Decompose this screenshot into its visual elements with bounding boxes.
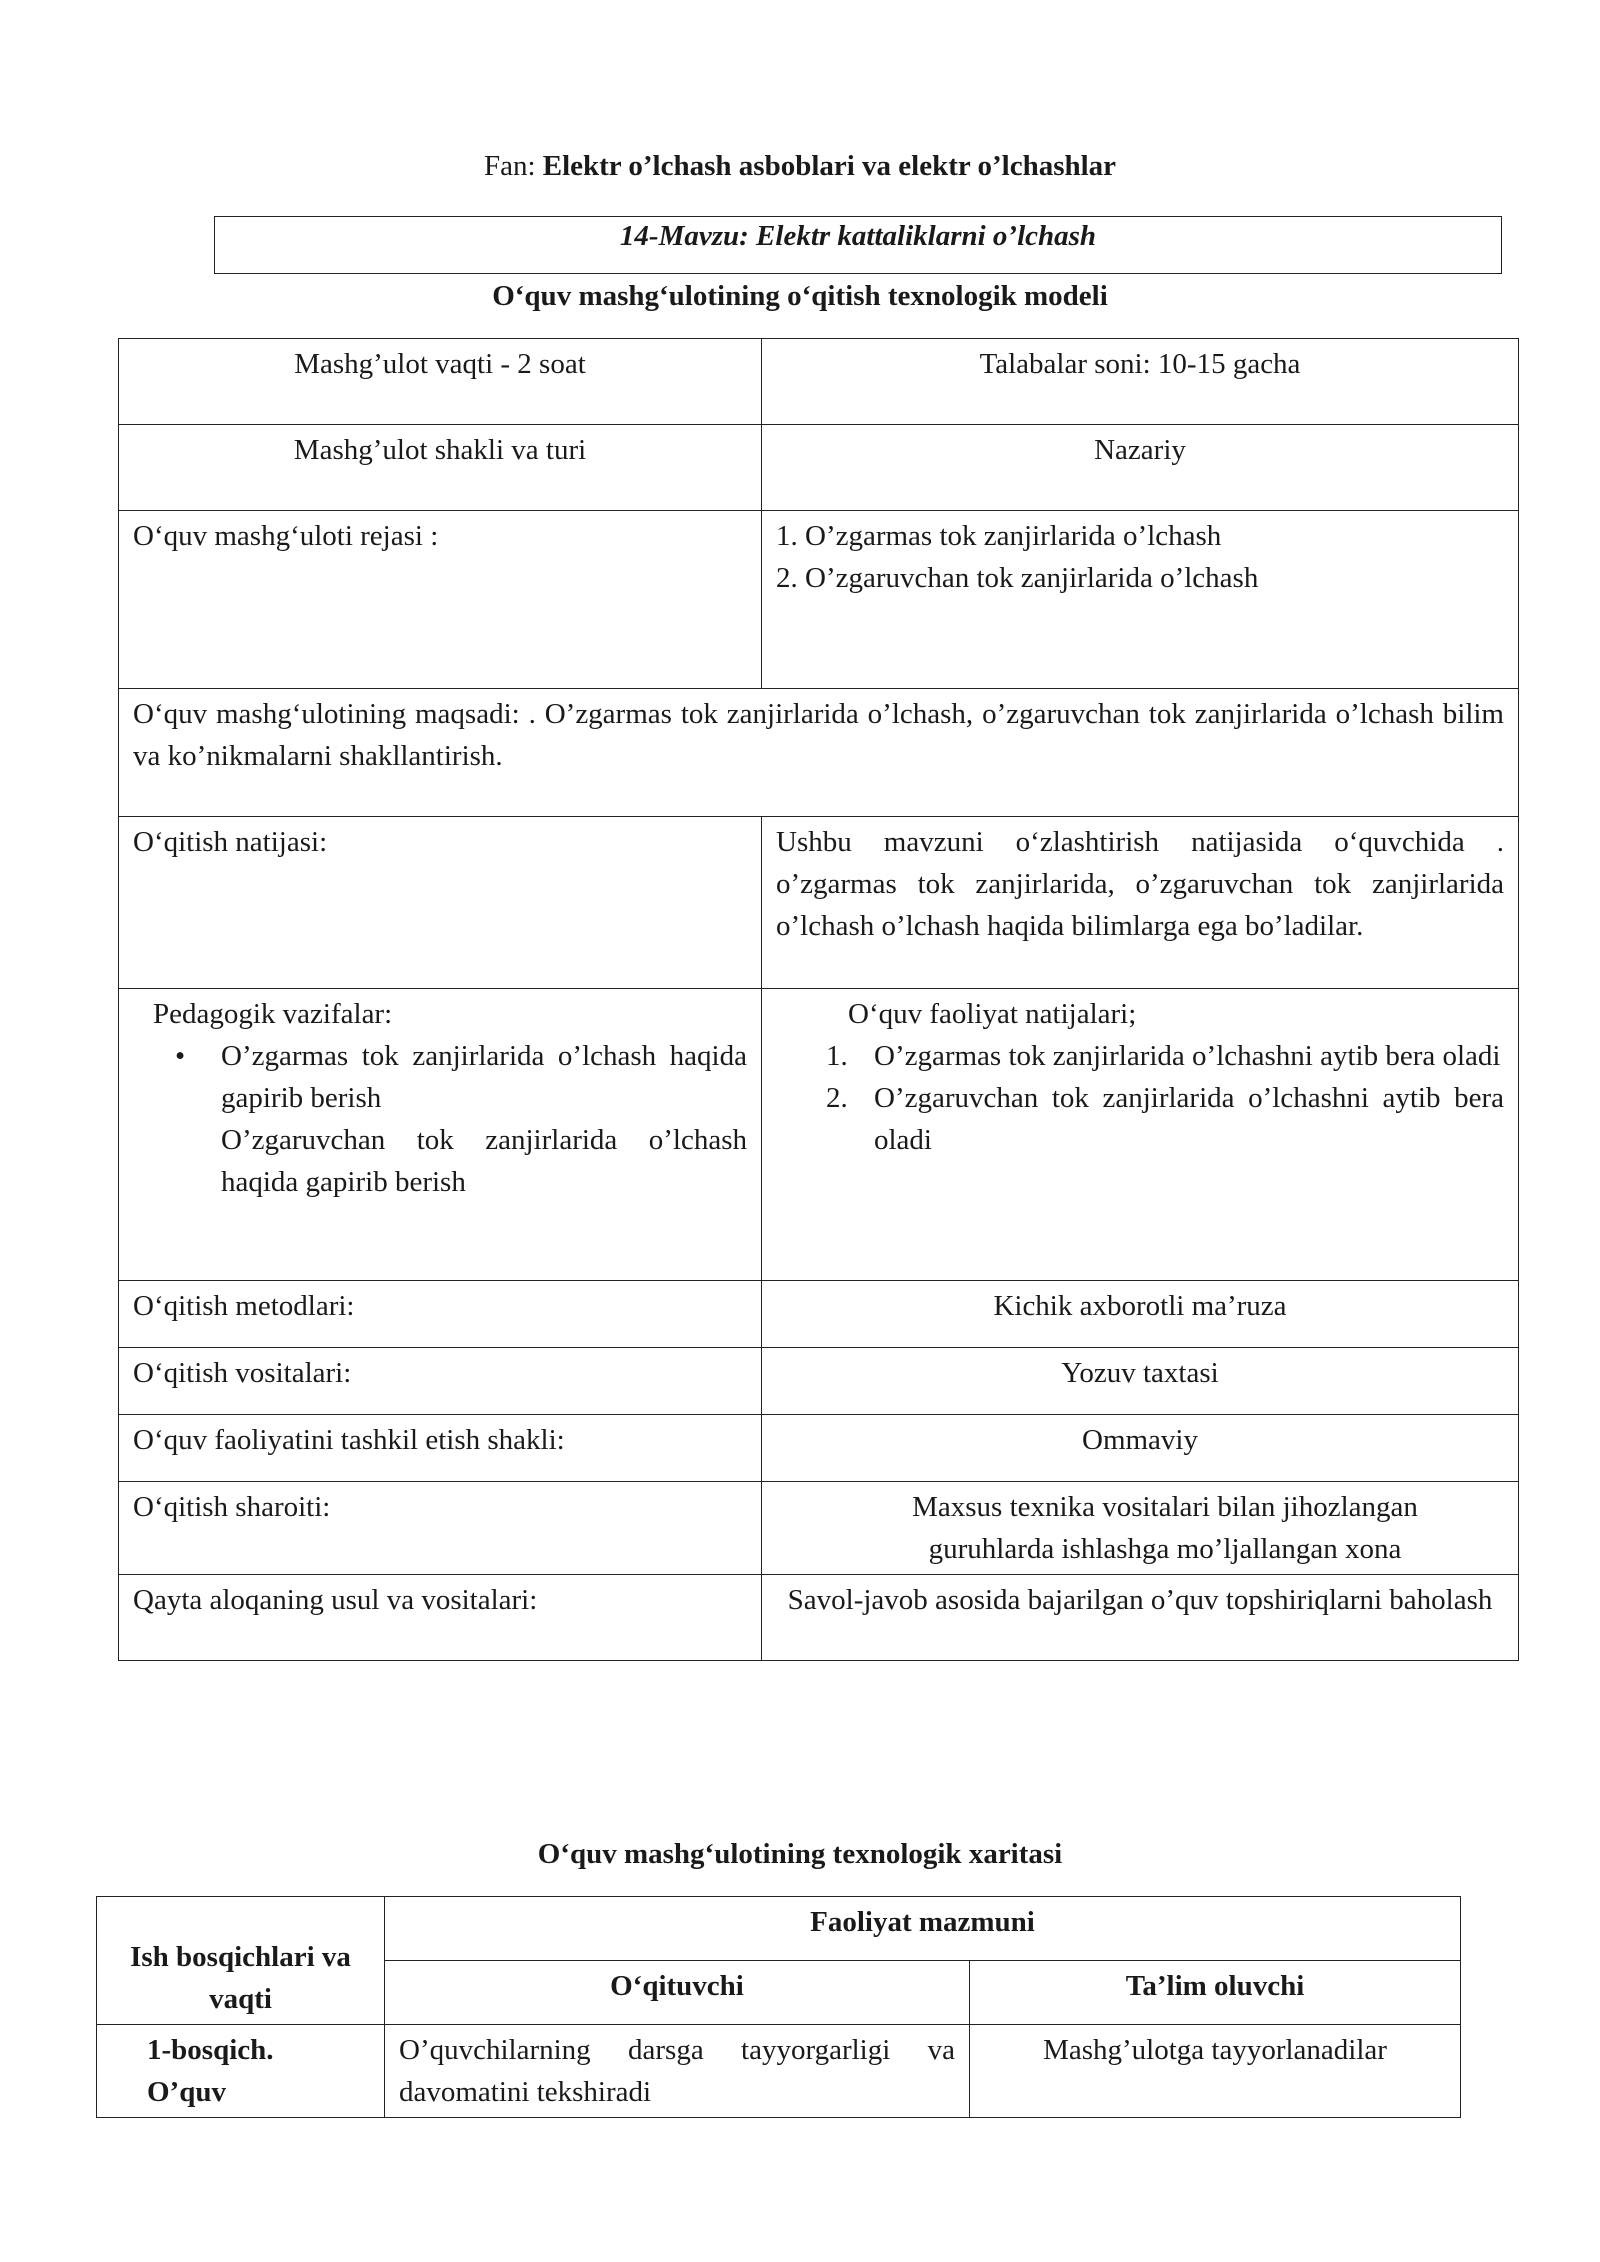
stage-cell xyxy=(97,2025,385,2118)
pedagogic-tasks-cell xyxy=(119,989,762,1281)
result-label: O‘qitish natijasi: xyxy=(119,817,762,989)
form-label: Mashg’ulot shakli va turi xyxy=(119,425,762,511)
list-item xyxy=(221,1119,747,1203)
list-item xyxy=(826,1077,1504,1161)
map-title: O‘quv mashg‘ulotining texnologik xaritasi xyxy=(537,1838,1063,1870)
student-header: Ta’lim oluvchi xyxy=(970,1961,1461,2025)
tools-value: Yozuv taxtasi xyxy=(762,1348,1519,1415)
activity-results-cell xyxy=(762,989,1519,1281)
stage-header: Ish bosqichlari va vaqti xyxy=(97,1897,385,2025)
pedagogic-task-text: O’zgaruvchan tok zanjirlarida o’lchash haqida gapirib berish xyxy=(221,1124,747,1198)
plan-item: 1. O’zgarmas tok zanjirlarida o’lchash xyxy=(776,520,1222,552)
pedagogic-tasks-list xyxy=(133,1035,747,1203)
activity-result-text: O’zgaruvchan tok zanjirlarida o’lchashni aytib bera oladi xyxy=(874,1082,1504,1156)
students-cell: Talabalar soni: 10-15 gacha xyxy=(762,339,1519,425)
methods-label: O‘qitish metodlari: xyxy=(119,1281,762,1348)
feedback-value: Savol-javob asosida bajarilgan o’quv topshiriqlarni baholash xyxy=(762,1575,1519,1661)
bullet-icon: • xyxy=(175,1040,186,1072)
organization-value: Ommaviy xyxy=(762,1415,1519,1482)
model-title: O‘quv mashg‘ulotining o‘qitish texnologik modeli xyxy=(492,280,1108,312)
conditions-value: Maxsus texnika vositalari bilan jihozlangan guruhlarda ishlashga mo’ljallangan xona xyxy=(762,1482,1519,1575)
model-table xyxy=(118,338,1519,1661)
pedagogic-tasks-title: Pedagogik vazifalar: xyxy=(153,998,393,1030)
conditions-label: O‘qitish sharoiti: xyxy=(119,1482,762,1575)
teacher-cell: O’quvchilarning darsga tayyorgarligi va davomatini tekshiradi xyxy=(385,2025,970,2118)
methods-value: Kichik axborotli ma’ruza xyxy=(762,1281,1519,1348)
list-item xyxy=(826,1035,1504,1077)
item-number: 2. xyxy=(826,1082,848,1114)
item-number: 1. xyxy=(826,1040,848,1072)
goal-cell: O‘quv mashg‘ulotining maqsadi: . O’zgarmas tok zanjirlarida o’lchash, o’zgaruvchan tok zanjirlarida o’lchash bilim va ko’nikmalarni shakllantirish. xyxy=(119,689,1519,817)
result-value: Ushbu mavzuni o‘zlashtirish natijasida o‘quvchida . o’zgarmas tok zanjirlarida, o’zgaruvchan tok zanjirlarida o’lchash o’lchash haqida bilimlarga ega bo’ladilar. xyxy=(762,817,1519,989)
plan-cell xyxy=(762,511,1519,689)
stage-subtitle: O’quv xyxy=(147,2076,226,2108)
subject-value: Elektr o’lchash asboblari va elektr o’lchashlar xyxy=(542,150,1117,182)
subject-label: Fan: xyxy=(483,150,536,182)
time-cell: Mashg’ulot vaqti - 2 soat xyxy=(119,339,762,425)
topic-title: 14-Mavzu: Elektr kattaliklarni o’lchash xyxy=(214,216,1502,274)
plan-label: O‘quv mashg‘uloti rejasi : xyxy=(119,511,762,689)
subject-line xyxy=(0,150,1600,183)
tools-label: O‘qitish vositalari: xyxy=(119,1348,762,1415)
organization-label: O‘quv faoliyatini tashkil etish shakli: xyxy=(119,1415,762,1482)
plan-item: 2. O’zgaruvchan tok zanjirlarida o’lchash xyxy=(776,562,1259,594)
pedagogic-task-text: O’zgarmas tok zanjirlarida o’lchash haqida gapirib berish xyxy=(221,1040,747,1114)
form-value: Nazariy xyxy=(762,425,1519,511)
activity-results-title: O‘quv faoliyat natijalari; xyxy=(848,998,1137,1030)
content-header: Faoliyat mazmuni xyxy=(385,1897,1461,1961)
stage-name: 1-bosqich. xyxy=(147,2034,274,2066)
list-item xyxy=(175,1035,747,1119)
teacher-header: O‘qituvchi xyxy=(385,1961,970,2025)
activity-result-text: O’zgarmas tok zanjirlarida o’lchashni aytib bera oladi xyxy=(874,1040,1501,1072)
map-table xyxy=(96,1896,1461,2118)
activity-results-list xyxy=(776,1035,1504,1161)
feedback-label: Qayta aloqaning usul va vositalari: xyxy=(119,1575,762,1661)
student-cell: Mashg’ulotga tayyorlanadilar xyxy=(970,2025,1461,2118)
